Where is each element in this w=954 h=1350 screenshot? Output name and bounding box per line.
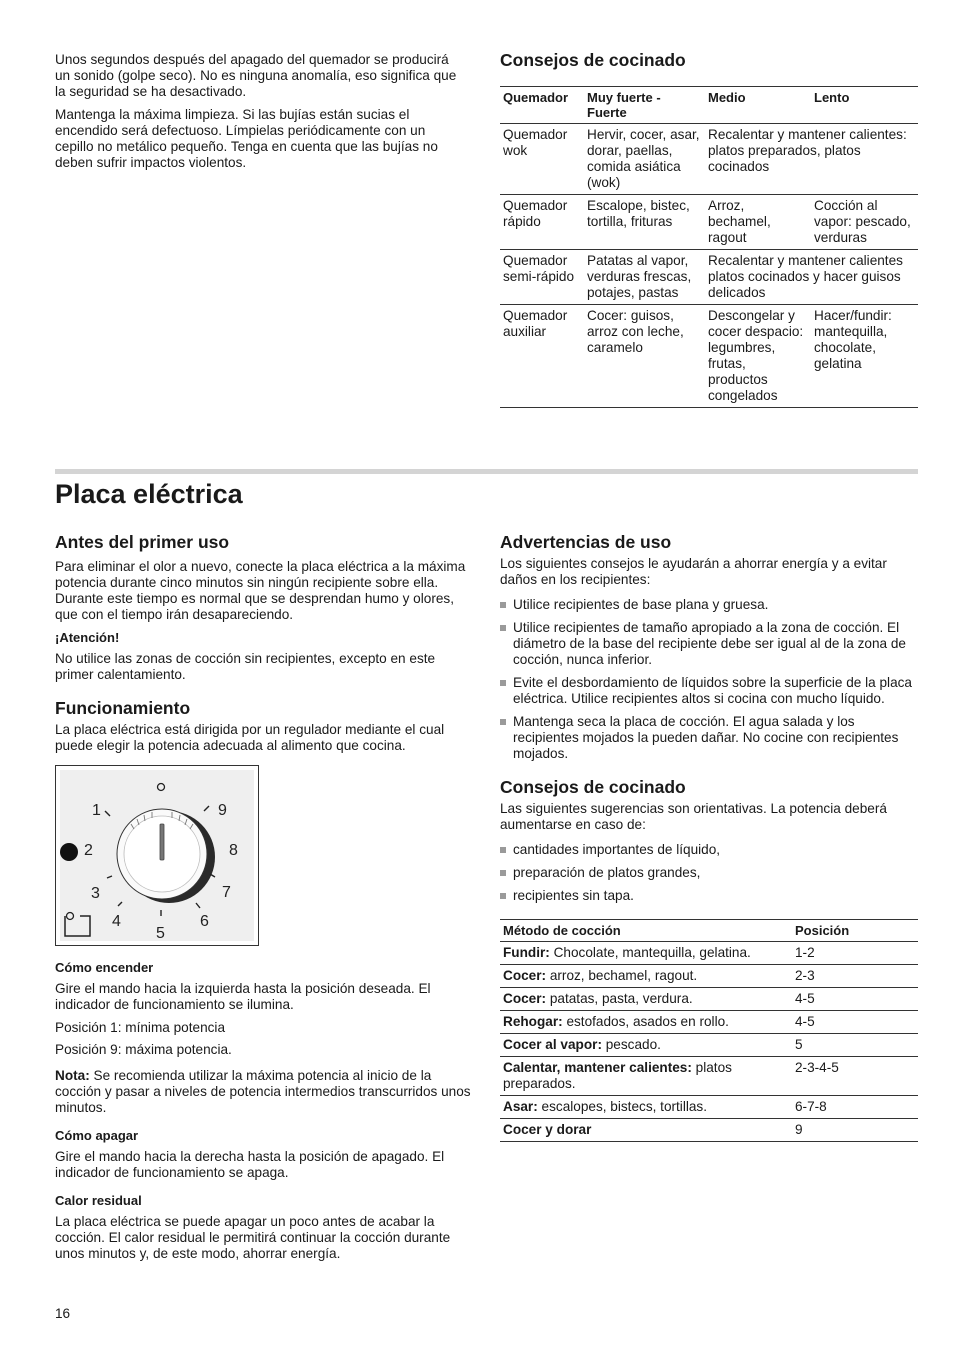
dial-label-7: 7 (222, 884, 231, 901)
table-cell: Arroz, bechamel, ragout (708, 198, 771, 245)
note-paragraph (55, 1068, 475, 1116)
method-text: patatas, pasta, verdura. (546, 991, 693, 1006)
method-label: Cocer: (503, 991, 547, 1006)
how-off-text: Gire el mando hacia la derecha hasta la posición de apagado. El indicador de funcionamiento se apaga. (55, 1149, 445, 1180)
method-label: Rehogar: (503, 1014, 563, 1029)
table-cell: Escalope, bistec, tortilla, frituras (587, 198, 690, 229)
knob-pointer (160, 824, 164, 860)
list-item: Evite el desbordamiento de líquidos sobre la superficie de la placa eléctrica. Utilice recipientes altos si cocina con mucho líquido. (500, 675, 918, 707)
warnings-heading: Advertencias de uso (500, 532, 672, 552)
method-text: estofados, asados en rollo. (562, 1014, 729, 1029)
note-text: Se recomienda utilizar la máxima potencia al inicio de la cocción y pasar a niveles de potencia intermedios transcurridos unos minutos. (55, 1068, 471, 1115)
table-cell: 4-5 (795, 1014, 815, 1029)
method-label: Fundir: (503, 945, 550, 960)
table-row (500, 1057, 918, 1096)
control-knob-figure (55, 765, 259, 946)
column-header: Muy fuerte - Fuerte (587, 90, 661, 120)
table-cell: Recalentar y mantener calientes: platos preparados, platos cocinados (708, 127, 907, 174)
table-cell (500, 1119, 792, 1142)
residual-heat-text: La placa eléctrica se puede apagar un poco antes de acabar la cocción. El calor residual le permitirá continuar la cocción durante unos minutos y, de este modo, ahorrar energía. (55, 1214, 451, 1261)
table-cell: Quemador semi-rápido (503, 253, 575, 284)
table-cell (500, 988, 792, 1011)
list-item: recipientes sin tapa. (500, 888, 918, 904)
table-row (500, 305, 918, 408)
dial-label-1: 1 (92, 802, 101, 819)
page-number: 16 (55, 1306, 71, 1321)
how-on-heading: Cómo encender (55, 960, 154, 975)
residual-heat-heading: Calor residual (55, 1193, 142, 1208)
table-row (500, 988, 918, 1011)
table-cell: 4-5 (795, 991, 815, 1006)
intro-block (55, 52, 467, 178)
dial-label-2: 2 (84, 842, 93, 859)
table-header-row (500, 920, 918, 942)
list-item: cantidades importantes de líquido, (500, 842, 918, 858)
table-cell: 6-7-8 (795, 1099, 827, 1114)
off-position-marker (158, 784, 165, 791)
list-item: Utilice recipientes de base plana y gruesa. (500, 597, 918, 613)
position-9-text: Posición 9: máxima potencia. (55, 1042, 232, 1057)
dial-label-5: 5 (156, 925, 165, 942)
dial-label-3: 3 (91, 885, 100, 902)
table-cell: 9 (795, 1122, 803, 1137)
column-header: Quemador (503, 90, 569, 105)
table-cell: Quemador rápido (503, 198, 568, 229)
operation-heading: Funcionamiento (55, 698, 191, 718)
position-1-text: Posición 1: mínima potencia (55, 1020, 226, 1035)
list-item: preparación de platos grandes, (500, 865, 918, 881)
column-header: Método de cocción (503, 923, 621, 938)
note-label: Nota: (55, 1068, 90, 1083)
gas-tips-section (500, 50, 918, 408)
dial-label-8: 8 (229, 842, 238, 859)
knob-diagram (56, 766, 258, 945)
list-item: Mantenga seca la placa de cocción. El agua salada y los recipientes mojados la pueden dañar. No cocine con recipientes mojados. (500, 714, 918, 762)
table-cell: Recalentar y mantener calientes platos cocinados y hacer guisos delicados (708, 253, 903, 300)
section-divider (55, 469, 918, 474)
section-title: Placa eléctrica (55, 479, 243, 509)
table-row (500, 965, 918, 988)
table-row (500, 250, 918, 305)
column-header: Medio (708, 90, 746, 105)
table-cell: Descongelar y cocer despacio: legumbres, frutas, productos congelados (708, 308, 804, 403)
dial-label-9: 9 (218, 802, 227, 819)
list-item: Utilice recipientes de tamaño apropiado a la zona de cocción. El diámetro de la base del recipiente debe ser igual al de la zona de cocción, nunca inferior. (500, 620, 918, 668)
residual-heat-dot (67, 913, 74, 920)
table-cell: 1-2 (795, 945, 815, 960)
table-cell: Hervir, cocer, asar, dorar, paellas, comida asiática (wok) (587, 127, 700, 190)
table-row (500, 124, 918, 195)
method-label: Calentar, mantener calientes: (503, 1060, 692, 1075)
table-cell: Hacer/fundir: mantequilla, chocolate, gelatina (814, 308, 892, 371)
intro-paragraph-2: Mantenga la máxima limpieza. Si las bujías están sucias el encendido será defectuoso. Límpielas periódicamente con un cepillo no metálico pequeño. Tenga en cuenta que las bujías no deben sufrir impactos violentos. (55, 107, 438, 170)
table-cell (500, 965, 792, 988)
table-row (500, 1011, 918, 1034)
table-cell: Patatas al vapor, verduras frescas, potajes, pastas (587, 253, 692, 300)
method-label: Asar: (503, 1099, 538, 1114)
table-cell: 2-3-4-5 (795, 1060, 839, 1075)
table-cell (500, 1034, 792, 1057)
cooking-method-table (500, 919, 918, 1142)
table-cell (500, 1096, 792, 1119)
operation-paragraph: La placa eléctrica está dirigida por un regulador mediante el cual puede elegir la potencia adecuada al alimento que cocina. (55, 722, 445, 753)
table-row (500, 1034, 918, 1057)
method-text: arroz, bechamel, ragout. (546, 968, 698, 983)
intro-paragraph-1: Unos segundos después del apagado del quemador se producirá un sonido (golpe seco). No es ninguna anomalía, eso significa que la seguridad se ha desactivado. (55, 52, 457, 99)
indicator-light (60, 843, 78, 861)
table-cell (500, 1011, 792, 1034)
table-cell: Cocción al vapor: pescado, verduras (814, 198, 911, 245)
electric-tips-list (500, 842, 918, 904)
table-cell: 5 (795, 1037, 803, 1052)
column-header: Lento (814, 90, 850, 105)
method-text: Chocolate, mantequilla, gelatina. (549, 945, 751, 960)
table-cell (500, 942, 792, 965)
method-label: Cocer y dorar (503, 1122, 592, 1137)
table-header-row (500, 87, 918, 124)
table-cell (500, 1057, 792, 1096)
before-use-heading: Antes del primer uso (55, 532, 230, 552)
table-cell: Cocer: guisos, arroz con leche, caramelo (587, 308, 684, 355)
how-on-text: Gire el mando hacia la izquierda hasta la posición deseada. El indicador de funcionamiento se ilumina. (55, 981, 431, 1012)
table-row (500, 1096, 918, 1119)
table-cell: Quemador wok (503, 127, 568, 158)
left-column (55, 532, 475, 1269)
dial-label-6: 6 (200, 913, 209, 930)
attention-label: ¡Atención! (55, 630, 120, 645)
how-off-heading: Cómo apagar (55, 1128, 139, 1143)
method-label: Cocer al vapor: (503, 1037, 602, 1052)
electric-tips-heading: Consejos de cocinado (500, 777, 686, 797)
method-text: escalopes, bistecs, tortillas. (537, 1099, 708, 1114)
column-header: Posición (795, 923, 850, 938)
table-row (500, 942, 918, 965)
table-row (500, 1119, 918, 1142)
table-cell: 2-3 (795, 968, 815, 983)
right-column (500, 532, 918, 1142)
table-cell: Quemador auxiliar (503, 308, 568, 339)
gas-tips-table (500, 86, 918, 408)
table-row (500, 195, 918, 250)
electric-tips-intro: Las siguientes sugerencias son orientativas. La potencia deberá aumentarse en caso de: (500, 801, 887, 832)
gas-tips-heading: Consejos de cocinado (500, 50, 686, 70)
attention-text: No utilice las zonas de cocción sin recipientes, excepto en este primer calentamiento. (55, 651, 436, 682)
method-label: Cocer: (503, 968, 547, 983)
method-text: pescado. (601, 1037, 661, 1052)
dial-label-4: 4 (112, 913, 121, 930)
warnings-list (500, 597, 918, 762)
method-text: platos preparados. (503, 1060, 732, 1091)
before-use-paragraph: Para eliminar el olor a nuevo, conecte la placa eléctrica a la máxima potencia durante cinco minutos sin ningún recipiente sobre ella. Durante este tiempo es normal que se desprendan humo y olores, que con el tiempo irán desapareciendo. (55, 559, 466, 622)
warnings-intro: Los siguientes consejos le ayudarán a ahorrar energía y a evitar daños en los recipientes: (500, 556, 887, 587)
